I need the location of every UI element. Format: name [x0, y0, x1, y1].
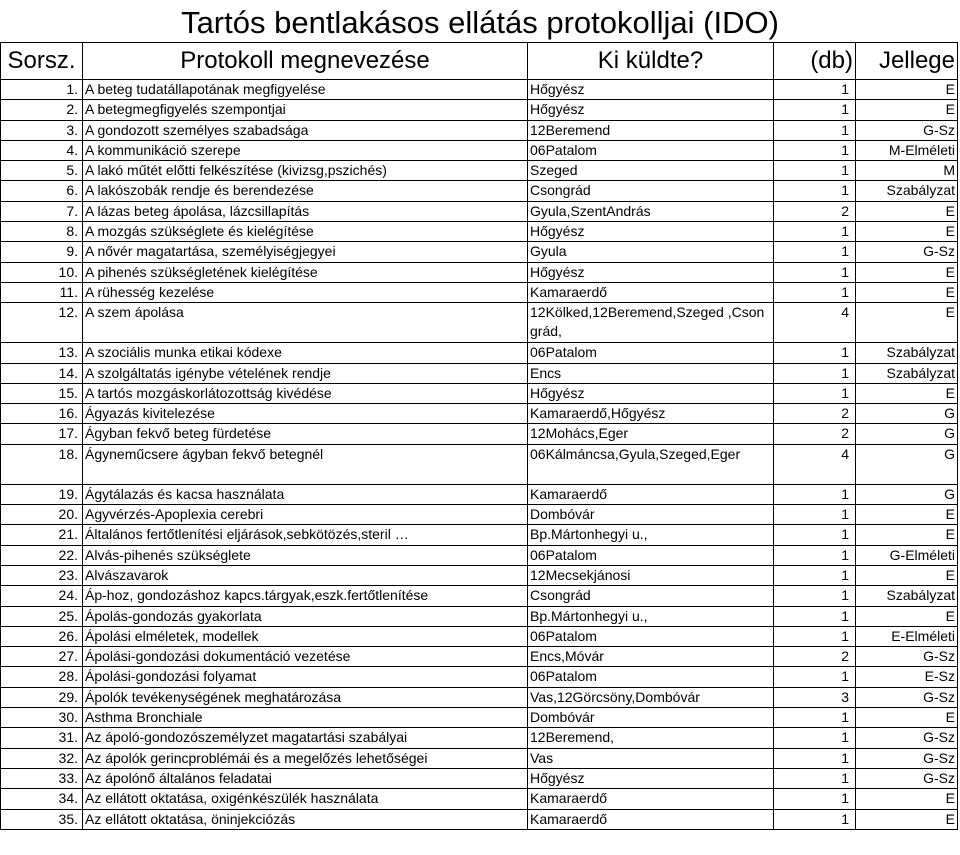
protocol-name-cell[interactable]: A szociális munka etikai kódexe [83, 343, 528, 363]
row-number-cell[interactable]: 12. [1, 303, 83, 343]
protocol-name-cell[interactable]: Áp-hoz, gondozáshoz kapcs.tárgyak,eszk.fertőtlenítése [83, 586, 528, 606]
row-number-cell[interactable]: 33. [1, 768, 83, 788]
protocol-type-cell[interactable]: E [856, 565, 958, 585]
row-number-cell[interactable]: 4. [1, 140, 83, 160]
row-number-cell[interactable]: 22. [1, 545, 83, 565]
row-number-cell[interactable]: 9. [1, 242, 83, 262]
table-row [1, 424, 958, 444]
row-number-cell[interactable]: 13. [1, 343, 83, 363]
count-cell[interactable]: 1 [774, 809, 856, 829]
count-cell[interactable]: 1 [774, 282, 856, 302]
protocol-type-cell[interactable]: E [856, 303, 958, 343]
sender-cell[interactable]: Bp.Mártonhegyi u., [528, 606, 774, 626]
count-cell[interactable]: 4 [774, 303, 856, 343]
table-row [1, 303, 958, 343]
table-row [1, 586, 958, 606]
row-number-cell[interactable]: 6. [1, 181, 83, 201]
count-cell[interactable]: 2 [774, 647, 856, 667]
protocol-type-cell[interactable]: E [856, 383, 958, 403]
protocol-name-cell[interactable]: Ápolási-gondozási dokumentáció vezetése [83, 647, 528, 667]
table-row [1, 242, 958, 262]
table-row [1, 282, 958, 302]
count-cell[interactable]: 3 [774, 687, 856, 707]
protocol-type-cell[interactable]: M [856, 161, 958, 181]
protocol-name-cell[interactable]: Agyvérzés-Apoplexia cerebri [83, 505, 528, 525]
protocol-name-cell[interactable]: Asthma Bronchiale [83, 708, 528, 728]
sender-cell[interactable]: 12Beremend [528, 120, 774, 140]
protocol-type-cell[interactable]: G [856, 404, 958, 424]
sender-cell[interactable]: Hőgyész [528, 262, 774, 282]
protocol-name-cell[interactable]: A rühesség kezelése [83, 282, 528, 302]
count-cell[interactable]: 1 [774, 100, 856, 120]
table-row [1, 606, 958, 626]
table-row [1, 140, 958, 160]
protocol-name-cell[interactable]: Ágyneműcsere ágyban fekvő betegnél [83, 444, 528, 484]
table-row [1, 262, 958, 282]
count-cell[interactable]: 1 [774, 484, 856, 504]
count-cell[interactable]: 2 [774, 404, 856, 424]
protocol-name-cell[interactable]: A gondozott személyes szabadsága [83, 120, 528, 140]
protocol-type-cell[interactable]: G [856, 444, 958, 484]
sender-cell[interactable]: Kamaraerdő,Hőgyész [528, 404, 774, 424]
sender-cell[interactable]: 12Kölked,12Beremend,Szeged ,Csongrád, [528, 303, 774, 343]
count-cell[interactable]: 1 [774, 768, 856, 788]
protocol-type-cell[interactable]: E [856, 809, 958, 829]
table-row [1, 404, 958, 424]
table-row [1, 809, 958, 829]
row-number-cell[interactable]: 26. [1, 626, 83, 646]
protocol-type-cell[interactable]: E-Elméleti [856, 626, 958, 646]
sender-cell[interactable]: Bp.Mártonhegyi u., [528, 525, 774, 545]
protocol-name-cell[interactable]: Alvászavarok [83, 565, 528, 585]
row-number-cell[interactable]: 18. [1, 444, 83, 484]
table-row [1, 222, 958, 242]
sender-cell[interactable]: 06Patalom [528, 343, 774, 363]
row-number-cell[interactable]: 5. [1, 161, 83, 181]
sender-cell[interactable]: 06Kálmáncsa,Gyula,Szeged,Eger [528, 444, 774, 484]
protocol-name-cell[interactable]: Ápolók tevékenységének meghatározása [83, 687, 528, 707]
protocol-type-cell[interactable]: Szabályzat [856, 363, 958, 383]
protocol-name-cell[interactable]: A lakó műtét előtti felkészítése (kivizsg,pszichés) [83, 161, 528, 181]
protocol-name-cell[interactable]: A szolgáltatás igénybe vételének rendje [83, 363, 528, 383]
row-number-cell[interactable]: 20. [1, 505, 83, 525]
protocol-name-cell[interactable]: Ápolási elméletek, modellek [83, 626, 528, 646]
protocol-name-cell[interactable]: A beteg tudatállapotának megfigyelése [83, 80, 528, 100]
protocol-name-cell[interactable]: Ágyban fekvő beteg fürdetése [83, 424, 528, 444]
count-cell[interactable]: 1 [774, 667, 856, 687]
row-number-cell[interactable]: 35. [1, 809, 83, 829]
count-cell[interactable]: 1 [774, 343, 856, 363]
table-row [1, 201, 958, 221]
table-row [1, 181, 958, 201]
sender-cell[interactable]: 12Beremend, [528, 728, 774, 748]
count-cell[interactable]: 1 [774, 181, 856, 201]
count-cell[interactable]: 1 [774, 606, 856, 626]
sender-cell[interactable]: Vas [528, 748, 774, 768]
header-row [1, 43, 958, 80]
sender-cell[interactable]: Szeged [528, 161, 774, 181]
row-number-cell[interactable]: 34. [1, 789, 83, 809]
sender-cell[interactable]: Hőgyész [528, 100, 774, 120]
row-number-cell[interactable]: 24. [1, 586, 83, 606]
sender-cell[interactable]: Hőgyész [528, 222, 774, 242]
table-row [1, 444, 958, 484]
count-cell[interactable]: 1 [774, 222, 856, 242]
protocol-name-cell[interactable]: Az ápoló-gondozószemélyzet magatartási szabályai [83, 728, 528, 748]
sender-cell[interactable]: 12Mecsekjánosi [528, 565, 774, 585]
row-number-cell[interactable]: 21. [1, 525, 83, 545]
sender-cell[interactable]: Dombóvár [528, 708, 774, 728]
sender-cell[interactable]: Hőgyész [528, 80, 774, 100]
sender-cell[interactable]: Dombóvár [528, 505, 774, 525]
protocol-name-cell[interactable]: A tartós mozgáskorlátozottság kivédése [83, 383, 528, 403]
sender-cell[interactable]: Hőgyész [528, 768, 774, 788]
row-number-cell[interactable]: 1. [1, 80, 83, 100]
row-number-cell[interactable]: 14. [1, 363, 83, 383]
header-num[interactable]: Sorsz. [1, 43, 83, 80]
count-cell[interactable]: 1 [774, 120, 856, 140]
protocol-type-cell[interactable]: Szabályzat [856, 181, 958, 201]
protocol-type-cell[interactable]: G-Sz [856, 242, 958, 262]
table-row [1, 545, 958, 565]
sender-cell[interactable]: Gyula,SzentAndrás [528, 201, 774, 221]
protocol-name-cell[interactable]: Ápolás-gondozás gyakorlata [83, 606, 528, 626]
count-cell[interactable]: 1 [774, 545, 856, 565]
protocol-type-cell[interactable]: E [856, 505, 958, 525]
sender-cell[interactable]: Vas,12Görcsöny,Dombóvár [528, 687, 774, 707]
sender-cell[interactable]: Kamaraerdő [528, 809, 774, 829]
table-row [1, 120, 958, 140]
table-row [1, 161, 958, 181]
header-sender[interactable]: Ki küldte? [528, 43, 774, 80]
table-row [1, 768, 958, 788]
protocol-type-cell[interactable]: G [856, 484, 958, 504]
protocol-name-cell[interactable]: A mozgás szükséglete és kielégítése [83, 222, 528, 242]
protocol-type-cell[interactable]: G-Sz [856, 728, 958, 748]
protocol-name-cell[interactable]: Az ellátott oktatása, oxigénkészülék használata [83, 789, 528, 809]
protocol-type-cell[interactable]: G-Sz [856, 120, 958, 140]
table-body [1, 80, 958, 830]
count-cell[interactable]: 1 [774, 565, 856, 585]
protocol-type-cell[interactable]: Szabályzat [856, 586, 958, 606]
sender-cell[interactable]: 12Mohács,Eger [528, 424, 774, 444]
row-number-cell[interactable]: 16. [1, 404, 83, 424]
protocol-name-cell[interactable]: A kommunikáció szerepe [83, 140, 528, 160]
sender-cell[interactable]: Encs [528, 363, 774, 383]
header-type[interactable]: Jellege [856, 43, 958, 80]
table-row [1, 647, 958, 667]
protocol-type-cell[interactable]: G-Sz [856, 748, 958, 768]
count-cell[interactable]: 1 [774, 708, 856, 728]
protocol-name-cell[interactable]: Az ápolónő általános feladatai [83, 768, 528, 788]
count-cell[interactable]: 2 [774, 424, 856, 444]
row-number-cell[interactable]: 23. [1, 565, 83, 585]
protocol-name-cell[interactable]: A pihenés szükségletének kielégítése [83, 262, 528, 282]
protocol-type-cell[interactable]: G-Sz [856, 687, 958, 707]
protocol-name-cell[interactable]: A nővér magatartása, személyiségjegyei [83, 242, 528, 262]
sender-cell[interactable]: Kamaraerdő [528, 484, 774, 504]
protocol-table [0, 42, 958, 830]
count-cell[interactable]: 2 [774, 201, 856, 221]
protocol-name-cell[interactable]: A lakószobák rendje és berendezése [83, 181, 528, 201]
sender-cell[interactable]: Kamaraerdő [528, 789, 774, 809]
table-row [1, 505, 958, 525]
sender-cell[interactable]: 06Patalom [528, 667, 774, 687]
row-number-cell[interactable]: 31. [1, 728, 83, 748]
count-cell[interactable]: 4 [774, 444, 856, 484]
count-cell[interactable]: 1 [774, 140, 856, 160]
table-row [1, 100, 958, 120]
count-cell[interactable]: 1 [774, 626, 856, 646]
protocol-type-cell[interactable]: E-Sz [856, 667, 958, 687]
protocol-name-cell[interactable]: Általános fertőtlenítési eljárások,sebkötözés,steril … [83, 525, 528, 545]
table-row [1, 789, 958, 809]
count-cell[interactable]: 1 [774, 748, 856, 768]
row-number-cell[interactable]: 29. [1, 687, 83, 707]
table-row [1, 728, 958, 748]
protocol-type-cell[interactable]: E [856, 222, 958, 242]
count-cell[interactable]: 1 [774, 161, 856, 181]
protocol-type-cell[interactable]: E [856, 708, 958, 728]
sender-cell[interactable]: Hőgyész [528, 383, 774, 403]
row-number-cell[interactable]: 2. [1, 100, 83, 120]
count-cell[interactable]: 1 [774, 728, 856, 748]
table-row [1, 363, 958, 383]
row-number-cell[interactable]: 15. [1, 383, 83, 403]
protocol-name-cell[interactable]: Alvás-pihenés szükséglete [83, 545, 528, 565]
table-row [1, 626, 958, 646]
count-cell[interactable]: 1 [774, 242, 856, 262]
row-number-cell[interactable]: 28. [1, 667, 83, 687]
table-row [1, 748, 958, 768]
sender-cell[interactable]: 06Patalom [528, 626, 774, 646]
row-number-cell[interactable]: 32. [1, 748, 83, 768]
protocol-type-cell[interactable]: M-Elméleti [856, 140, 958, 160]
table-row [1, 525, 958, 545]
row-number-cell[interactable]: 10. [1, 262, 83, 282]
sender-cell[interactable]: Csongrád [528, 181, 774, 201]
row-number-cell[interactable]: 3. [1, 120, 83, 140]
protocol-name-cell[interactable]: Az ellátott oktatása, öninjekciózás [83, 809, 528, 829]
protocol-type-cell[interactable]: E [856, 262, 958, 282]
protocol-type-cell[interactable]: E [856, 525, 958, 545]
table-row [1, 667, 958, 687]
row-number-cell[interactable]: 25. [1, 606, 83, 626]
count-cell[interactable]: 1 [774, 262, 856, 282]
protocol-type-cell[interactable]: E [856, 789, 958, 809]
protocol-type-cell[interactable]: G-Sz [856, 647, 958, 667]
sender-cell[interactable]: Csongrád [528, 586, 774, 606]
row-number-cell[interactable]: 19. [1, 484, 83, 504]
sender-cell[interactable]: Encs,Móvár [528, 647, 774, 667]
sender-cell[interactable]: 06Patalom [528, 140, 774, 160]
count-cell[interactable]: 1 [774, 80, 856, 100]
protocol-type-cell[interactable]: E [856, 80, 958, 100]
sender-cell[interactable]: Kamaraerdő [528, 282, 774, 302]
protocol-name-cell[interactable]: Ápolási-gondozási folyamat [83, 667, 528, 687]
row-number-cell[interactable]: 30. [1, 708, 83, 728]
table-row [1, 343, 958, 363]
sender-cell[interactable]: 06Patalom [528, 545, 774, 565]
count-cell[interactable]: 1 [774, 586, 856, 606]
protocol-type-cell[interactable]: G-Elméleti [856, 545, 958, 565]
protocol-name-cell[interactable]: A betegmegfigyelés szempontjai [83, 100, 528, 120]
row-number-cell[interactable]: 8. [1, 222, 83, 242]
protocol-name-cell[interactable]: Az ápolók gerincproblémái és a megelőzés lehetőségei [83, 748, 528, 768]
protocol-name-cell[interactable]: Ágytálazás és kacsa használata [83, 484, 528, 504]
table-row [1, 484, 958, 504]
count-cell[interactable]: 1 [774, 383, 856, 403]
protocol-type-cell[interactable]: E [856, 100, 958, 120]
sender-cell[interactable]: Gyula [528, 242, 774, 262]
protocol-type-cell[interactable]: E [856, 282, 958, 302]
table-row [1, 80, 958, 100]
protocol-type-cell[interactable]: E [856, 606, 958, 626]
protocol-name-cell[interactable]: Ágyazás kivitelezése [83, 404, 528, 424]
table-row [1, 687, 958, 707]
protocol-type-cell[interactable]: Szabályzat [856, 343, 958, 363]
table-row [1, 565, 958, 585]
sheet-title: Tartós bentlakásos ellátás protokolljai (IDO) [181, 5, 779, 40]
row-number-cell[interactable]: 11. [1, 282, 83, 302]
count-cell[interactable]: 1 [774, 525, 856, 545]
row-number-cell[interactable]: 7. [1, 201, 83, 221]
count-cell[interactable]: 1 [774, 789, 856, 809]
protocol-name-cell[interactable]: A lázas beteg ápolása, lázcsillapítás [83, 201, 528, 221]
protocol-type-cell[interactable]: G [856, 424, 958, 444]
row-number-cell[interactable]: 17. [1, 424, 83, 444]
protocol-type-cell[interactable]: G-Sz [856, 768, 958, 788]
count-cell[interactable]: 1 [774, 505, 856, 525]
header-name[interactable]: Protokoll megnevezése [83, 43, 528, 80]
count-cell[interactable]: 1 [774, 363, 856, 383]
table-row [1, 383, 958, 403]
protocol-name-cell[interactable]: A szem ápolása [83, 303, 528, 343]
table-row [1, 708, 958, 728]
protocol-type-cell[interactable]: E [856, 201, 958, 221]
header-count[interactable]: (db) [774, 43, 856, 80]
row-number-cell[interactable]: 27. [1, 647, 83, 667]
